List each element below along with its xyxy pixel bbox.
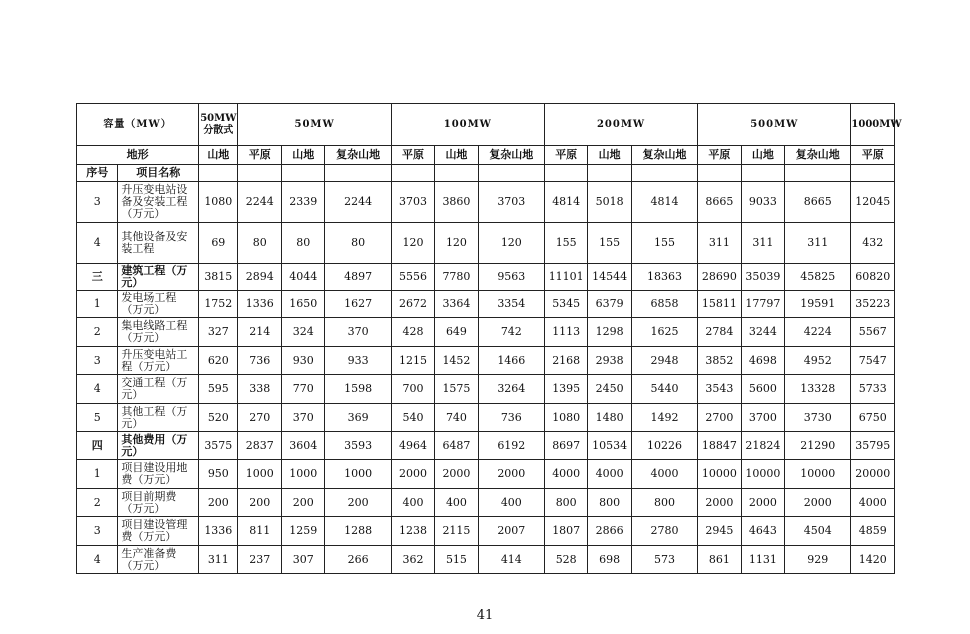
table-row <box>77 489 895 517</box>
value-cell: 311 <box>785 223 851 264</box>
value-cell: 528 <box>544 546 587 574</box>
value-cell: 5440 <box>631 375 697 404</box>
header-row-capacity <box>77 104 895 146</box>
value-cell: 950 <box>199 460 238 489</box>
value-cell: 20000 <box>851 460 895 489</box>
row-item-name: 升压变电站工程（万元） <box>118 347 199 375</box>
value-cell: 1259 <box>281 517 324 546</box>
row-seq: 4 <box>77 546 118 574</box>
value-cell: 2000 <box>785 489 851 517</box>
value-cell: 18363 <box>631 264 697 291</box>
value-cell: 649 <box>435 318 478 347</box>
value-cell: 5567 <box>851 318 895 347</box>
value-cell: 1113 <box>544 318 587 347</box>
value-cell: 5556 <box>391 264 434 291</box>
value-cell: 6379 <box>588 291 631 318</box>
row-seq: 四 <box>77 432 118 460</box>
value-cell: 120 <box>391 223 434 264</box>
value-cell: 595 <box>199 375 238 404</box>
value-cell: 432 <box>851 223 895 264</box>
header-row-terrain <box>77 146 895 165</box>
value-cell: 2894 <box>238 264 281 291</box>
empty-cell <box>851 165 895 182</box>
value-cell: 200 <box>199 489 238 517</box>
value-cell: 1452 <box>435 347 478 375</box>
empty-cell <box>478 165 544 182</box>
seq-label: 序号 <box>77 165 118 182</box>
value-cell: 7547 <box>851 347 895 375</box>
value-cell: 929 <box>785 546 851 574</box>
table-row <box>77 291 895 318</box>
row-seq: 1 <box>77 460 118 489</box>
value-cell: 6858 <box>631 291 697 318</box>
group-header: 1000MW <box>851 104 895 146</box>
row-seq: 2 <box>77 318 118 347</box>
cost-table <box>76 103 902 574</box>
value-cell: 4504 <box>785 517 851 546</box>
value-cell: 400 <box>391 489 434 517</box>
value-cell: 370 <box>281 404 324 432</box>
value-cell: 1575 <box>435 375 478 404</box>
value-cell: 9563 <box>478 264 544 291</box>
value-cell: 2000 <box>741 489 784 517</box>
row-seq: 4 <box>77 223 118 264</box>
value-cell: 3703 <box>391 182 434 223</box>
value-cell: 10000 <box>741 460 784 489</box>
value-cell: 1298 <box>588 318 631 347</box>
value-cell: 2938 <box>588 347 631 375</box>
value-cell: 200 <box>281 489 324 517</box>
value-cell: 370 <box>325 318 391 347</box>
row-item-name: 交通工程（万元） <box>118 375 199 404</box>
table-row <box>77 432 895 460</box>
value-cell: 1420 <box>851 546 895 574</box>
value-cell: 5733 <box>851 375 895 404</box>
value-cell: 1625 <box>631 318 697 347</box>
value-cell: 4814 <box>631 182 697 223</box>
row-item-name: 生产准备费（万元） <box>118 546 199 574</box>
value-cell: 573 <box>631 546 697 574</box>
value-cell: 21824 <box>741 432 784 460</box>
value-cell: 2000 <box>478 460 544 489</box>
value-cell: 80 <box>325 223 391 264</box>
value-cell: 214 <box>238 318 281 347</box>
value-cell: 428 <box>391 318 434 347</box>
table-row <box>77 182 895 223</box>
value-cell: 400 <box>478 489 544 517</box>
value-cell: 2168 <box>544 347 587 375</box>
value-cell: 69 <box>199 223 238 264</box>
value-cell: 311 <box>741 223 784 264</box>
terrain-cell: 山地 <box>741 146 784 165</box>
terrain-cell: 复杂山地 <box>631 146 697 165</box>
value-cell: 1000 <box>238 460 281 489</box>
group-header: 50MW <box>238 104 391 146</box>
row-item-name: 项目前期费（万元） <box>118 489 199 517</box>
empty-cell <box>631 165 697 182</box>
value-cell: 2000 <box>698 489 741 517</box>
value-cell: 2700 <box>698 404 741 432</box>
value-cell: 1288 <box>325 517 391 546</box>
value-cell: 2780 <box>631 517 697 546</box>
value-cell: 45825 <box>785 264 851 291</box>
header-row-labels <box>77 165 895 182</box>
value-cell: 800 <box>631 489 697 517</box>
value-cell: 2115 <box>435 517 478 546</box>
value-cell: 17797 <box>741 291 784 318</box>
group-header: 100MW <box>391 104 544 146</box>
value-cell: 10000 <box>785 460 851 489</box>
value-cell: 12045 <box>851 182 895 223</box>
value-cell: 3593 <box>325 432 391 460</box>
terrain-cell: 复杂山地 <box>325 146 391 165</box>
table-row <box>77 223 895 264</box>
value-cell: 13328 <box>785 375 851 404</box>
table-row <box>77 264 895 291</box>
value-cell: 2244 <box>238 182 281 223</box>
value-cell: 1598 <box>325 375 391 404</box>
value-cell: 1807 <box>544 517 587 546</box>
value-cell: 5345 <box>544 291 587 318</box>
value-cell: 10226 <box>631 432 697 460</box>
row-seq: 三 <box>77 264 118 291</box>
value-cell: 80 <box>238 223 281 264</box>
value-cell: 4814 <box>544 182 587 223</box>
value-cell: 3815 <box>199 264 238 291</box>
value-cell: 120 <box>478 223 544 264</box>
value-cell: 8665 <box>698 182 741 223</box>
value-cell: 1650 <box>281 291 324 318</box>
terrain-cell: 平原 <box>391 146 434 165</box>
terrain-cell: 复杂山地 <box>785 146 851 165</box>
value-cell: 35795 <box>851 432 895 460</box>
value-cell: 1752 <box>199 291 238 318</box>
value-cell: 3730 <box>785 404 851 432</box>
value-cell: 3575 <box>199 432 238 460</box>
value-cell: 1215 <box>391 347 434 375</box>
empty-cell <box>544 165 587 182</box>
empty-cell <box>588 165 631 182</box>
value-cell: 620 <box>199 347 238 375</box>
value-cell: 327 <box>199 318 238 347</box>
value-cell: 35223 <box>851 291 895 318</box>
value-cell: 1480 <box>588 404 631 432</box>
value-cell: 800 <box>588 489 631 517</box>
value-cell: 18847 <box>698 432 741 460</box>
empty-cell <box>281 165 324 182</box>
row-item-name: 项目建设管理费（万元） <box>118 517 199 546</box>
value-cell: 5600 <box>741 375 784 404</box>
value-cell: 200 <box>325 489 391 517</box>
value-cell: 1336 <box>238 291 281 318</box>
row-item-name: 其他工程（万元） <box>118 404 199 432</box>
value-cell: 414 <box>478 546 544 574</box>
table-row <box>77 318 895 347</box>
terrain-cell: 山地 <box>435 146 478 165</box>
value-cell: 4224 <box>785 318 851 347</box>
value-cell: 740 <box>435 404 478 432</box>
value-cell: 8665 <box>785 182 851 223</box>
value-cell: 311 <box>199 546 238 574</box>
page-number: 41 <box>476 608 494 623</box>
value-cell: 14544 <box>588 264 631 291</box>
value-cell: 4964 <box>391 432 434 460</box>
value-cell: 3244 <box>741 318 784 347</box>
value-cell: 736 <box>238 347 281 375</box>
value-cell: 307 <box>281 546 324 574</box>
row-item-name: 项目建设用地费（万元） <box>118 460 199 489</box>
value-cell: 21290 <box>785 432 851 460</box>
row-item-name: 升压变电站设备及安装工程（万元） <box>118 182 199 223</box>
table-row <box>77 347 895 375</box>
value-cell: 1000 <box>325 460 391 489</box>
group-header: 200MW <box>544 104 697 146</box>
row-seq: 3 <box>77 182 118 223</box>
row-seq: 2 <box>77 489 118 517</box>
value-cell: 6750 <box>851 404 895 432</box>
value-cell: 200 <box>238 489 281 517</box>
value-cell: 155 <box>588 223 631 264</box>
group-header: 500MW <box>698 104 851 146</box>
value-cell: 35039 <box>741 264 784 291</box>
value-cell: 4698 <box>741 347 784 375</box>
empty-cell <box>238 165 281 182</box>
value-cell: 2339 <box>281 182 324 223</box>
value-cell: 2450 <box>588 375 631 404</box>
value-cell: 9033 <box>741 182 784 223</box>
value-cell: 4000 <box>851 489 895 517</box>
table-row <box>77 404 895 432</box>
value-cell: 1238 <box>391 517 434 546</box>
terrain-cell: 复杂山地 <box>478 146 544 165</box>
value-cell: 3264 <box>478 375 544 404</box>
value-cell: 266 <box>325 546 391 574</box>
row-item-name: 集电线路工程（万元） <box>118 318 199 347</box>
row-seq: 1 <box>77 291 118 318</box>
value-cell: 4000 <box>588 460 631 489</box>
row-seq: 5 <box>77 404 118 432</box>
value-cell: 2945 <box>698 517 741 546</box>
table-row <box>77 460 895 489</box>
value-cell: 311 <box>698 223 741 264</box>
value-cell: 540 <box>391 404 434 432</box>
value-cell: 4000 <box>631 460 697 489</box>
value-cell: 15811 <box>698 291 741 318</box>
value-cell: 933 <box>325 347 391 375</box>
value-cell: 80 <box>281 223 324 264</box>
empty-cell <box>435 165 478 182</box>
value-cell: 362 <box>391 546 434 574</box>
value-cell: 4952 <box>785 347 851 375</box>
value-cell: 520 <box>199 404 238 432</box>
value-cell: 400 <box>435 489 478 517</box>
value-cell: 3852 <box>698 347 741 375</box>
row-seq: 3 <box>77 517 118 546</box>
value-cell: 811 <box>238 517 281 546</box>
value-cell: 700 <box>391 375 434 404</box>
terrain-label: 地形 <box>77 146 199 165</box>
value-cell: 2672 <box>391 291 434 318</box>
value-cell: 742 <box>478 318 544 347</box>
value-cell: 515 <box>435 546 478 574</box>
value-cell: 28690 <box>698 264 741 291</box>
value-cell: 8697 <box>544 432 587 460</box>
value-cell: 2000 <box>391 460 434 489</box>
value-cell: 3860 <box>435 182 478 223</box>
terrain-cell: 平原 <box>544 146 587 165</box>
group-header: 50MW分散式 <box>199 104 238 146</box>
value-cell: 4859 <box>851 517 895 546</box>
row-item-name: 其他设备及安装工程 <box>118 223 199 264</box>
table-row <box>77 375 895 404</box>
value-cell: 2948 <box>631 347 697 375</box>
table-row <box>77 517 895 546</box>
value-cell: 736 <box>478 404 544 432</box>
value-cell: 324 <box>281 318 324 347</box>
table-row <box>77 546 895 574</box>
value-cell: 60820 <box>851 264 895 291</box>
capacity-label: 容量（MW） <box>77 104 199 146</box>
row-item-name: 发电场工程（万元） <box>118 291 199 318</box>
value-cell: 3700 <box>741 404 784 432</box>
value-cell: 19591 <box>785 291 851 318</box>
value-cell: 4044 <box>281 264 324 291</box>
empty-cell <box>325 165 391 182</box>
value-cell: 1000 <box>281 460 324 489</box>
value-cell: 1080 <box>544 404 587 432</box>
value-cell: 2007 <box>478 517 544 546</box>
empty-cell <box>741 165 784 182</box>
value-cell: 237 <box>238 546 281 574</box>
value-cell: 4897 <box>325 264 391 291</box>
value-cell: 3543 <box>698 375 741 404</box>
value-cell: 338 <box>238 375 281 404</box>
cost-table-container <box>76 103 902 574</box>
value-cell: 3354 <box>478 291 544 318</box>
empty-cell <box>391 165 434 182</box>
value-cell: 270 <box>238 404 281 432</box>
value-cell: 770 <box>281 375 324 404</box>
value-cell: 2000 <box>435 460 478 489</box>
value-cell: 2784 <box>698 318 741 347</box>
terrain-cell: 平原 <box>851 146 895 165</box>
value-cell: 11101 <box>544 264 587 291</box>
value-cell: 120 <box>435 223 478 264</box>
terrain-cell: 山地 <box>588 146 631 165</box>
value-cell: 10534 <box>588 432 631 460</box>
value-cell: 3604 <box>281 432 324 460</box>
empty-cell <box>199 165 238 182</box>
terrain-cell: 山地 <box>199 146 238 165</box>
value-cell: 1395 <box>544 375 587 404</box>
value-cell: 3703 <box>478 182 544 223</box>
row-seq: 3 <box>77 347 118 375</box>
value-cell: 155 <box>631 223 697 264</box>
value-cell: 2866 <box>588 517 631 546</box>
row-seq: 4 <box>77 375 118 404</box>
item-label: 项目名称 <box>118 165 199 182</box>
value-cell: 1492 <box>631 404 697 432</box>
value-cell: 1131 <box>741 546 784 574</box>
value-cell: 698 <box>588 546 631 574</box>
empty-cell <box>698 165 741 182</box>
value-cell: 5018 <box>588 182 631 223</box>
value-cell: 1466 <box>478 347 544 375</box>
terrain-cell: 平原 <box>238 146 281 165</box>
value-cell: 930 <box>281 347 324 375</box>
terrain-cell: 山地 <box>281 146 324 165</box>
value-cell: 3364 <box>435 291 478 318</box>
value-cell: 6487 <box>435 432 478 460</box>
value-cell: 1627 <box>325 291 391 318</box>
value-cell: 4000 <box>544 460 587 489</box>
value-cell: 10000 <box>698 460 741 489</box>
row-item-name: 其他费用（万元） <box>118 432 199 460</box>
value-cell: 1336 <box>199 517 238 546</box>
value-cell: 861 <box>698 546 741 574</box>
row-item-name: 建筑工程（万元） <box>118 264 199 291</box>
value-cell: 4643 <box>741 517 784 546</box>
value-cell: 2837 <box>238 432 281 460</box>
terrain-cell: 平原 <box>698 146 741 165</box>
value-cell: 800 <box>544 489 587 517</box>
value-cell: 369 <box>325 404 391 432</box>
value-cell: 7780 <box>435 264 478 291</box>
value-cell: 155 <box>544 223 587 264</box>
value-cell: 2244 <box>325 182 391 223</box>
value-cell: 1080 <box>199 182 238 223</box>
empty-cell <box>785 165 851 182</box>
value-cell: 6192 <box>478 432 544 460</box>
